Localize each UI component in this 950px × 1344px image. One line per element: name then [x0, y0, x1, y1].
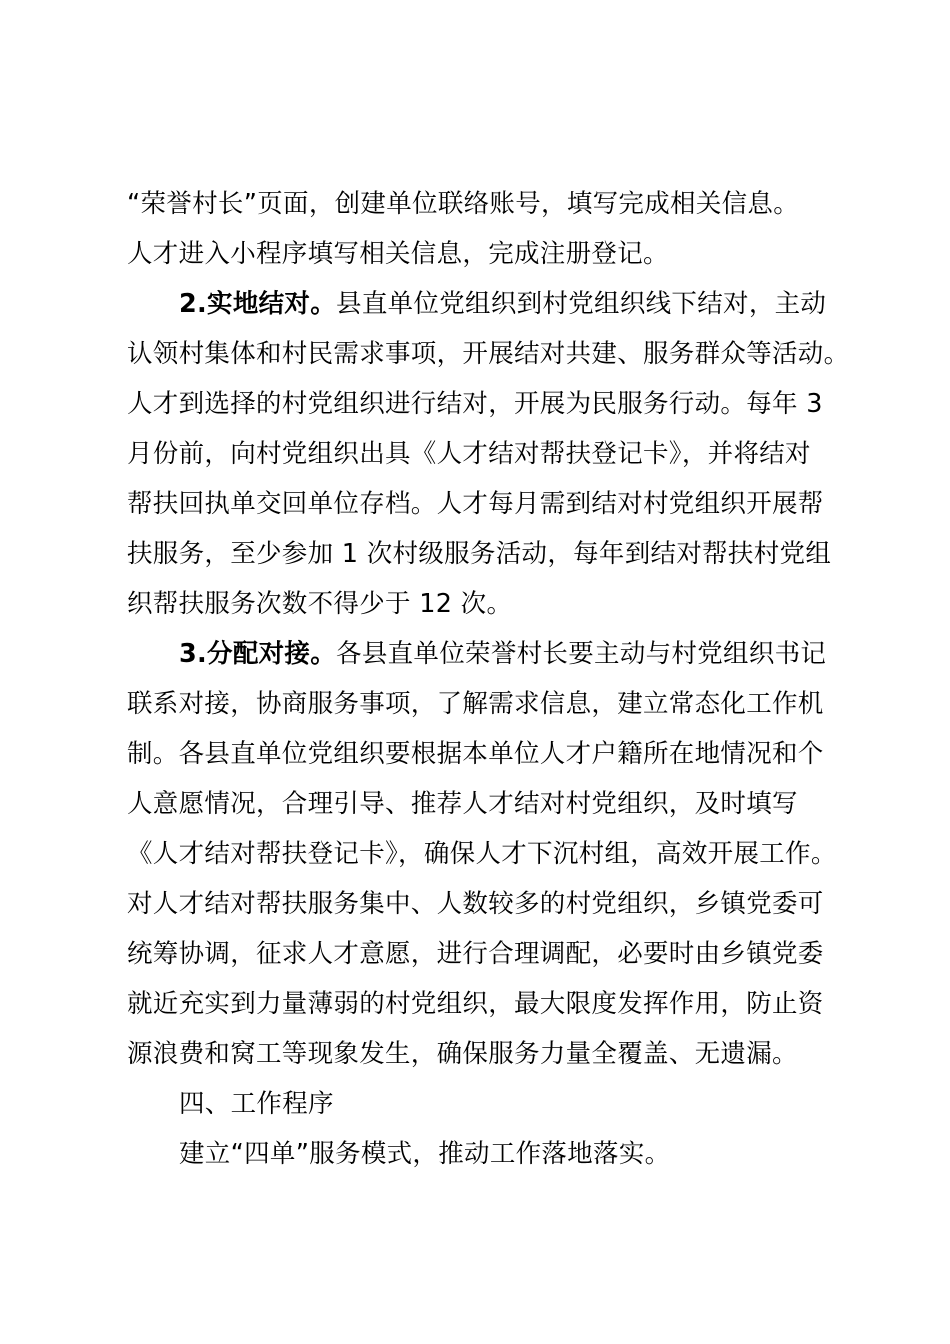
paragraph-line: 建立“四单”服务模式，推动工作落地落实。 — [179, 1139, 671, 1169]
paragraph-line: 认领村集体和村民需求事项，开展结对共建、服务群众等活动。 — [127, 339, 850, 369]
paragraph-line: 帮扶回执单交回单位存档。人才每月需到结对村党组织开展帮 — [127, 489, 824, 519]
paragraph-line: 《人才结对帮扶登记卡》，确保人才下沉村组，高效开展工作。 — [127, 839, 837, 869]
paragraph-line: 就近充实到力量薄弱的村党组织，最大限度发挥作用，防止资 — [127, 989, 824, 1019]
paragraph-line: 制。各县直单位党组织要根据本单位人才户籍所在地情况和个 — [127, 739, 824, 769]
paragraph-line: 人才进入小程序填写相关信息，完成注册登记。 — [127, 239, 669, 269]
paragraph-line: 织帮扶服务次数不得少于 12 次。 — [127, 589, 513, 619]
section-heading: 3.分配对接。 — [179, 639, 337, 669]
section-heading: 2.实地结对。 — [179, 289, 337, 319]
paragraph-line: 联系对接，协商服务事项，了解需求信息，建立常态化工作机 — [127, 689, 824, 719]
paragraph-line: 源浪费和窝工等现象发生，确保服务力量全覆盖、无遗漏。 — [127, 1039, 798, 1069]
paragraph-line: 人才到选择的村党组织进行结对，开展为民服务行动。每年 3 — [127, 389, 823, 419]
section-heading-line: 3.分配对接。各县直单位荣誉村长要主动与村党组织书记 — [179, 639, 827, 669]
paragraph-line: 对人才结对帮扶服务集中、人数较多的村党组织，乡镇党委可 — [127, 889, 824, 919]
paragraph-line: 人意愿情况，合理引导、推荐人才结对村党组织，及时填写 — [127, 789, 798, 819]
chapter-heading: 四、工作程序 — [179, 1089, 334, 1119]
paragraph-line: “荣誉村长”页面，创建单位联络账号，填写完成相关信息。 — [127, 189, 800, 219]
paragraph-line: 统筹协调，征求人才意愿，进行合理调配，必要时由乡镇党委 — [127, 939, 824, 969]
paragraph-line: 月份前，向村党组织出具《人才结对帮扶登记卡》，并将结对 — [127, 439, 811, 469]
paragraph-line: 扶服务，至少参加 1 次村级服务活动，每年到结对帮扶村党组 — [127, 539, 832, 569]
section-heading-line: 2.实地结对。县直单位党组织到村党组织线下结对，主动 — [179, 289, 827, 319]
